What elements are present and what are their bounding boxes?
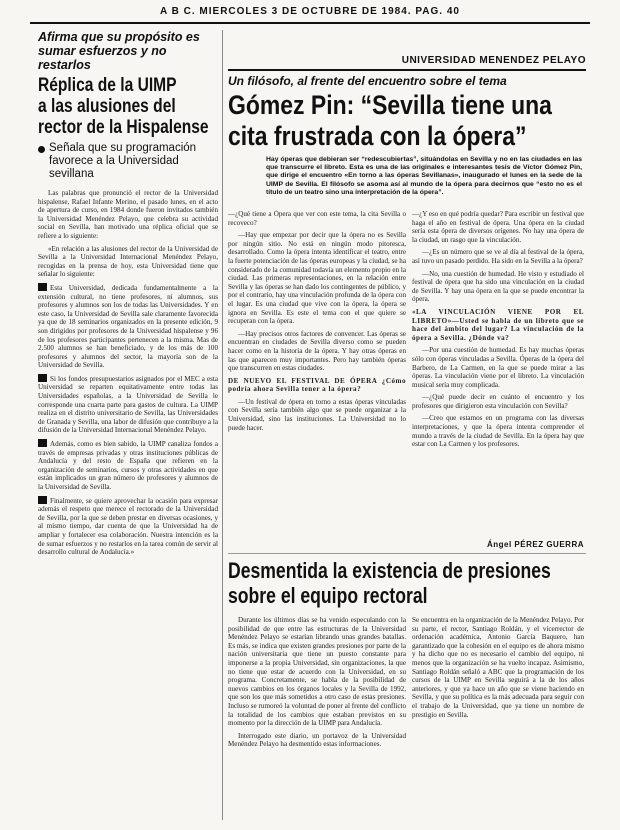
left-article	[38, 30, 218, 749]
paragraph-marker-icon	[38, 374, 47, 382]
right-kicker: Un filósofo, al frente del encuentro sobre el tema	[228, 74, 507, 88]
right-paragraph: —Hay que empezar por decir que la ópera no es Sevilla por ningún sitio. No está en ningún modo pitoresca, desarrollado. Como la ópera intenta identificar el teatro, entre la fuerte potenciación de las óperas europeas y la ciudad, se ha considerado de la comunidad todavía un elemento propio en la ciudad. Las primeras representaciones, en la relación entre Sevilla y las óperas se han dado los contingentes de público, y por el contrario, hay una vinculación profunda de la ópera con el lugar. Es una ciudad que vive con la ópera, la ópera se ignora en Sevilla. Es este el tema con el que quiere se recuperan con la ópera.	[228, 231, 406, 326]
right-paragraph: —¿Qué tiene a Ópera que ver con este tema, la cita Sevilla o recoveco?	[228, 210, 406, 227]
left-paragraph-text: Además, como es bien sabido, la UIMP canaliza fondos a través de empresas privadas y otras instituciones públicas de Andalucía y del resto de España que refieren en la organización de seminarios, cursos y otras actividades en que están implicados un gran número de profesores y alumnos de la Universidad de Sevilla.	[38, 440, 218, 491]
right-col-1	[228, 210, 406, 550]
left-subhead-text: Señala que su programación favorece a la Universidad sevillana	[49, 142, 197, 180]
left-paragraph	[38, 439, 218, 492]
right-paragraph: —No, una cuestión de humedad. He visto y estudiado el festival de ópera que ha sido una vinculación en la ciudad de Sevilla. Y hay una ópera en la que se puede encontrar la ópera.	[412, 269, 584, 304]
left-paragraph	[38, 496, 218, 557]
right-headline-line: cita frustrada con la ópera”	[228, 121, 527, 151]
right-paragraph: —¿Y eso en qué podría quedar? Para escribir un festival que haga el año en festival de ópera. Una ópera en la ciudad sería esta ópera de diversos orígenes. No hay una ópera de la ciudad, un rasgo que la vinculación.	[412, 210, 584, 244]
left-paragraph-text: Si los fondos presupuestarios asignados por el MEC a esta Universidad se reparten equitativamente entre todas las Universidades españolas, a la Universidad de Sevilla le corresponde una cuarta parte para gastos de cultura. La UIMP realiza en el distrito universitario de Sevilla, las Universidades de Granada y Sevilla, una labor de difusión que contribuye a la difusión de la Universidad Internacional Menéndez Pelayo.	[38, 374, 218, 435]
left-headline	[38, 75, 218, 138]
right-signature: Ángel PÉREZ GUERRA	[486, 540, 584, 549]
column-divider	[222, 30, 223, 820]
paragraph-marker-icon	[38, 283, 47, 291]
left-paragraph-text: Esta Universidad, dedicada fundamentalmente a la extensión cultural, no tiene profesores, ni alumnos, sus profesores y alumnos son los de todas las Universidades. Y en este caso, la Universidad de Sevilla sale claramente favorecida ya que de 18 seminarios organizados en la presente edición, 9 son dirigidos por profesores de la Universidad hispalense y 96 de los profesores participantes pertenecen a la misma. Mas de 2.500 alumnos se han beneficiado, y de los más de 100 profesores y alumnos del sector, la mayoría son de la Universidad de Sevilla.	[38, 283, 218, 370]
right-paragraph: —Hay precisos otros factores de convencer. Las óperas se encuentran en ciudades de Sevilla diverso como se pueden hacer como en la historia de la ópera. Y hay otras óperas en las que aparecen muy importantes. Pero hay también óperas que transcurren en estas ciudades.	[228, 329, 406, 373]
left-headline-line: Réplica de la UIMP	[38, 75, 177, 96]
left-paragraph: «En relación a las alusiones del rector de la Universidad de Sevilla a la Universidad Internacional Menéndez Pelayo, recogidas en la prensa de hoy, esta Universidad tiene que señalar lo siguiente:	[38, 244, 218, 279]
bottom-col-1	[228, 616, 406, 824]
bottom-paragraph: Interrogado este diario, un portavoz de la Universidad Menéndez Pelayo ha desmentido estas informaciones.	[228, 731, 406, 749]
right-subsection: DE NUEVO EL FESTIVAL DE ÓPERA ¿Cómo podría ahora Sevilla tener a la ópera?	[228, 376, 406, 394]
left-paragraph-text: Finalmente, se quiere aprovechar la ocasión para expresar además el respeto que merece el rectorado de la Universidad de Sevilla, por la que se deben prestar en diversas ocasiones, y al mismo tiempo, dar cuenta de que la Universidad ha de ampliar y fortalecer esa colaboración. Nuestra intención es la de sumar esfuerzos y no restarlos en la tarea común de servir al desarrollo cultural de Andalucía.»	[38, 496, 218, 557]
left-headline-line: a las alusiones del	[38, 96, 176, 117]
bottom-paragraph: Durante los últimos días se ha venido especulando con la posibilidad de que entre las estructuras de la Universidad Menéndez Pelayo se estarían librando unas grandes batallas. Es más, se indica que existen grandes presiones por parte de la nación universitaria que tiene un puesto constante para imponerse a la propia Universidad, sin organizaciones, la que no tiene que estar de acuerdo con la Universidad, en su programa. Concretamente, se habla de la posibilidad de nuevos cambios en los órganos locales y la Sevilla de 1992, que son los que más sometidos a otro caso de estas presiones. Incluso se rumoreó la voluntad de poner al frente del conflicto la totalidad de los cambios que estaban previstos en su momento por la dirección de la UIMP para Andalucía.	[228, 616, 406, 728]
paragraph-marker-icon	[38, 496, 47, 504]
bottom-headline-line: sobre el equipo rectoral	[228, 583, 428, 608]
left-kicker: Afirma que su propósito es sumar esfuerzos y no restarlos	[38, 30, 200, 72]
right-paragraph: —¿Qué puede decir en cuánto el encuentro y los profesores que dirigieron esta vinculación con Sevilla?	[412, 393, 584, 410]
right-paragraph: —¿Es un número que se ve al día al festival de la ópera, así tuvo un pasado perdido. Ha sido en la Sevilla a la ópera?	[412, 248, 584, 265]
bottom-col-2	[412, 616, 584, 824]
right-headline	[228, 90, 588, 152]
left-body	[38, 189, 218, 749]
right-headline-line: Gómez Pin: “Sevilla tiene una	[228, 90, 552, 120]
right-paragraph: —Por una cuestión de humedad. Es hay muchas óperas sólo con óperas vinculadas a Sevilla. Óperas de la ópera del Barbero, de La Carmen, en la que se puede mirar a las óperas. La vinculación viene por el libreto. La vinculación musical sería muy complicada.	[412, 346, 584, 389]
bottom-headline-line: Desmentida la existencia de presiones	[228, 558, 551, 583]
bullet-icon	[38, 146, 45, 153]
right-subsection: «LA VINCULACIÓN VIENE POR EL LIBRETO»—Usted se habla de un libreto que se hace del ámbito del lugar? La vinculación de la ópera a Sevilla. ¿Dónde va?	[412, 307, 584, 342]
left-paragraph: Las palabras que pronunció el rector de la Universidad hispalense, Rafael Infante Merino, el pasado lunes, en el acto de apertura de curso, en 1984 donde fueron invitados también la Universidad Menéndez Pelayo, que celebra su actividad social en Sevilla, han motivado una réplica oficial que se refiere a lo siguiente:	[38, 189, 218, 240]
paragraph-marker-icon	[38, 439, 47, 447]
right-paragraph: —Creo que estamos en un programa con las diversas interpretaciones, y que la ópera intenta comprender el mundo a través de la ciudad de Sevilla. En la ópera hay que estar con La Carmen y los profesores.	[412, 414, 584, 449]
bottom-headline	[228, 558, 588, 608]
right-col-2	[412, 210, 584, 536]
left-paragraph	[38, 374, 218, 435]
left-subhead	[38, 142, 218, 181]
section-label: UNIVERSIDAD MENENDEZ PELAYO	[401, 55, 586, 66]
right-paragraph: —Un festival de ópera en torno a estas óperas vinculadas con Sevilla sería también algo que se puede organizar a la Universidad, sino las instituciones. La Universidad no lo puede hacer.	[228, 397, 406, 432]
section-rule	[228, 69, 586, 71]
right-intro: Hay óperas que debieran ser “redescubiertas”, situándolas en Sevilla y no en las ciudades en las que transcurre el libreto. Esta es una de las originales e interesantes tesis de Víctor Gómez Pin, que dirige el encuentro «En torno a las óperas Sevillanas», inaugurado el lunes en la sede de la UIMP de Sevilla. El filósofo se asoma así al mundo de la ópera para decirnos que “esto no es el título de un teatro sino una interpretación de la ópera”.	[266, 156, 582, 196]
page-header: A B C. MIERCOLES 3 DE OCTUBRE DE 1984. PAG. 40	[160, 6, 460, 17]
bottom-rule	[228, 553, 586, 554]
left-paragraph	[38, 283, 218, 370]
left-headline-line: rector de la Hispalense	[38, 117, 209, 138]
bottom-paragraph: Se encuentra en la organización de la Menéndez Pelayo. Por su parte, el rector, Santiago Roldán, y el vicerrector de ordenación académica, Antonio García Baquero, han garantizado que la cohesión en el equipo es de ahora mismo y ha dicho que no es necesario el cambio del equipo, ni menos que la organización se ha vuelto incapaz. Asimismo, Santiago Roldán señaló a ABC que la programación de los cursos de la UIMP en Sevilla seguirá a la de los años anteriores, y que ya hace un año que se viene haciendo en Sevilla, y que su política es la más adecuada para seguir con el trabajo de la Universidad, que ya tiene un nombre de prestigio en Sevilla.	[412, 616, 584, 719]
header-rule	[30, 22, 590, 24]
